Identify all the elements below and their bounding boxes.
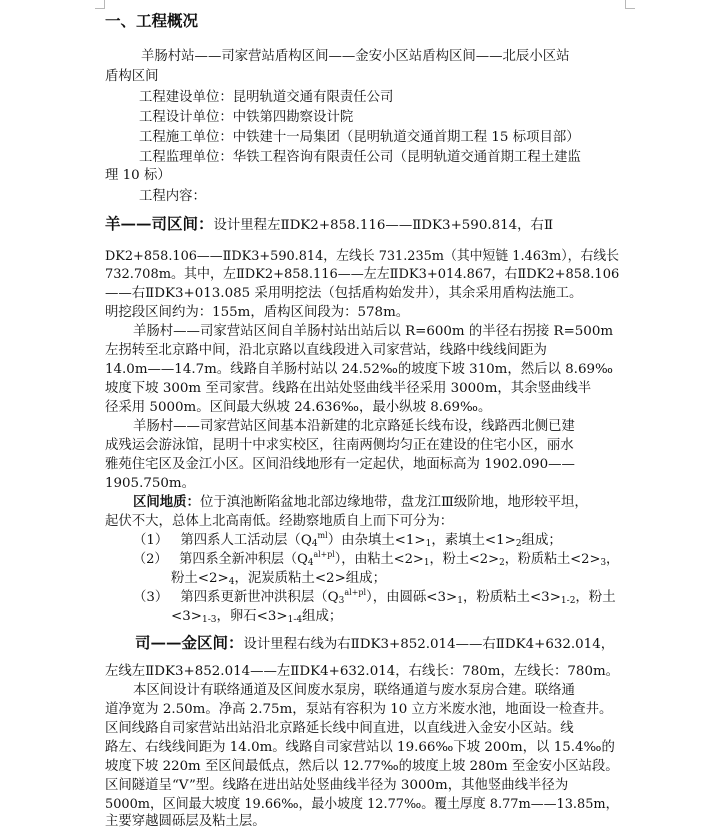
section2-para-line6: 区间隧道呈“V”型。线路在进出站处竖曲线半径为 3000m，其他竖曲线半径为 xyxy=(105,778,569,793)
project-name-line1: 羊肠村站——司家营站盾构区间——金安小区站盾构区间——北辰小区站 xyxy=(141,49,570,64)
geology-label: 区间地质： xyxy=(133,494,200,510)
section1-line3: 732.708m。其中，左ⅡDK2+858.116——左左ⅡDK3+014.867，右ⅡDK2+858.106 xyxy=(105,267,620,282)
item-number: （2） xyxy=(133,552,168,567)
geology-item-2-cont xyxy=(171,570,386,587)
superscript: al+pl xyxy=(313,550,335,559)
superscript: ml xyxy=(317,531,328,540)
geology-first-line xyxy=(133,494,588,511)
section2-para-line1: 本区间设计有联络通道及区间废水泵房，联络通道与废水泵房合建。联络通 xyxy=(133,683,575,698)
item-text: ），由粘土<2> xyxy=(334,552,424,567)
subscript: 1-3 xyxy=(201,615,217,625)
superscript: al+pl xyxy=(344,588,367,597)
section1-first-line xyxy=(105,215,553,234)
section2-line2: 左线左ⅡDK3+852.014——左ⅡDK4+632.014，右线长：780m，左线长：780m。 xyxy=(105,664,620,679)
subscript: 1-2 xyxy=(560,596,576,606)
build-unit: 工程建设单位：昆明轨道交通有限责任公司 xyxy=(139,90,394,105)
section2-para-line4: 路左、右线线间距为 14.0m。线路自司家营站以 19.66‰下坡 200m，以 15.4‰的 xyxy=(105,740,615,755)
item-number: （1） xyxy=(133,533,169,548)
item-text: 第四系更新世冲洪积层（Q xyxy=(180,590,339,605)
item-text: ）由杂填土<1> xyxy=(327,533,426,548)
item-text: 粉土<2> xyxy=(171,571,229,586)
subscript: 1-4 xyxy=(287,615,303,625)
geology-line1-text: 位于滇池断陷盆地北部边缘地带，盘龙江Ⅲ级阶地，地形较平坦， xyxy=(199,495,588,510)
subscript: 1 xyxy=(425,539,432,549)
section2-line1-text: 设计里程右线为右ⅡDK3+852.014——右ⅡDK4+632.014， xyxy=(243,637,615,652)
geology-line2: 起伏不大，总体上北高南低。经勘察地质自上而下可分为： xyxy=(105,514,454,529)
geology-item-2 xyxy=(133,551,619,568)
section1-terrain-line1: 羊肠村——司家营站区间基本沿新建的北京路延长线布设，线路西北侧已建 xyxy=(133,419,575,434)
item-text: ， xyxy=(606,552,620,567)
page-margin-mark-right xyxy=(625,0,635,9)
subscript: 3 xyxy=(338,596,345,606)
section2-para-line8: 主要穿越圆砾层及粘土层。 xyxy=(105,814,266,829)
section1-route-line5: 径采用 5000m。区间最大纵坡 24.636‰，最小纵坡 8.69‰。 xyxy=(105,400,492,415)
item-text: ，粉土<2> xyxy=(429,552,500,567)
section1-line5: 明挖段区间约为：155m，盾构区间段为：578m。 xyxy=(105,305,410,320)
item-text: 组成； xyxy=(521,533,562,548)
item-text: 组成； xyxy=(302,609,343,624)
project-name-line2: 盾构区间 xyxy=(105,69,159,84)
geology-item-3 xyxy=(133,589,616,606)
section1-route-line2: 左拐转至北京路中间，沿北京路以直线段进入司家营站，线路中线线间距为 xyxy=(105,343,547,358)
section2-para-line7: 5000m，区间最大坡度 19.66‰，最小坡度 12.77‰。覆土厚度 8.77m——13.85m， xyxy=(105,797,619,812)
section-heading: 一、工程概况 xyxy=(105,12,199,30)
section2-para-line3: 区间线路自司家营站出站沿北京路延长线中间直进，以直线进入金安小区站。线 xyxy=(105,721,574,736)
section1-terrain-line2: 成残运会游泳馆，昆明十中求实校区，往南两侧均匀正在建设的住宅小区，丽水 xyxy=(105,438,574,453)
subscript: 1 xyxy=(457,596,463,606)
section2-title: 司——金区间： xyxy=(135,633,244,652)
item-text: ，泥炭质粘土<2>组成； xyxy=(234,571,386,586)
subscript: 4 xyxy=(228,577,235,587)
subscript: 1 xyxy=(423,558,430,568)
item-text: 第四系全新冲积层（Q xyxy=(179,552,308,567)
geology-item-1 xyxy=(133,532,562,549)
section2-para-line5: 坡度下坡 220m 至区间最低点，然后以 12.77‰的坡度上坡 280m 至金安小区站段。 xyxy=(105,759,619,774)
section1-route-line3: 14.0m——14.7m。线路自羊肠村站以 24.52‰的坡度下坡 310m，然后以 8.69‰ xyxy=(105,362,613,377)
section1-line4: ——右ⅡDK3+013.085 采用明挖法（包括盾构始发井），其余采用盾构法施工。 xyxy=(105,286,583,301)
supervise-unit-line2: 理 10 标） xyxy=(105,168,171,183)
section1-terrain-line3: 雅苑住宅区及金江小区。区间沿线地形有一定起伏，地面标高为 1902.090—— xyxy=(105,457,575,472)
section1-title: 羊——司区间： xyxy=(105,214,214,233)
item-text: ，粉质粘土<3> xyxy=(463,590,561,605)
item-text: ，粉土 xyxy=(575,590,616,605)
item-number: （3） xyxy=(133,590,169,605)
section1-route-line4: 坡度下坡 300m 至司家营。线路在出站处竖曲线半径采用 3000m，其余竖曲线半 xyxy=(105,381,592,396)
geology-item-3-cont xyxy=(171,608,342,625)
section2-para-line2: 道净宽为 2.50m。净高 2.75m，泵站有容积为 10 立方米废水池，地面设一检查井。 xyxy=(105,702,613,717)
item-text: 第四系人工活动层（Q xyxy=(180,533,312,548)
section2-first-line xyxy=(135,634,614,653)
item-text: ），由圆砾<3> xyxy=(366,590,458,605)
page-margin-mark-left xyxy=(95,0,105,9)
content-label: 工程内容： xyxy=(139,189,206,204)
item-text: ，素填土<1> xyxy=(431,533,516,548)
subscript: 4 xyxy=(307,558,314,568)
section1-line2: DK2+858.106——ⅡDK3+590.814，左线长 731.235m（其中短链 1.463m），右线长 xyxy=(105,249,620,264)
subscript: 2 xyxy=(499,558,505,568)
supervise-unit-line1: 工程监理单位：华铁工程咨询有限责任公司（昆明轨道交通首期工程土建监 xyxy=(139,150,581,165)
design-unit: 工程设计单位：中铁第四勘察设计院 xyxy=(139,110,354,125)
item-text: <3> xyxy=(171,609,202,624)
item-text: ，粉质粘土<2> xyxy=(504,552,601,567)
subscript: 3 xyxy=(600,558,607,568)
subscript: 2 xyxy=(515,539,522,549)
item-text: ，卵石<3> xyxy=(216,609,288,624)
section1-route-line1: 羊肠村——司家营站区间自羊肠村站出站后以 R=600m 的半径右拐接 R=500m xyxy=(133,324,614,339)
section1-terrain-line4: 1905.750m。 xyxy=(105,476,195,491)
subscript: 4 xyxy=(311,539,318,549)
construct-unit: 工程施工单位：中铁建十一局集团（昆明轨道交通首期工程 15 标项目部） xyxy=(139,130,580,145)
section1-line1-text: 设计里程左ⅡDK2+858.116——ⅡDK3+590.814，右Ⅱ xyxy=(213,218,554,233)
